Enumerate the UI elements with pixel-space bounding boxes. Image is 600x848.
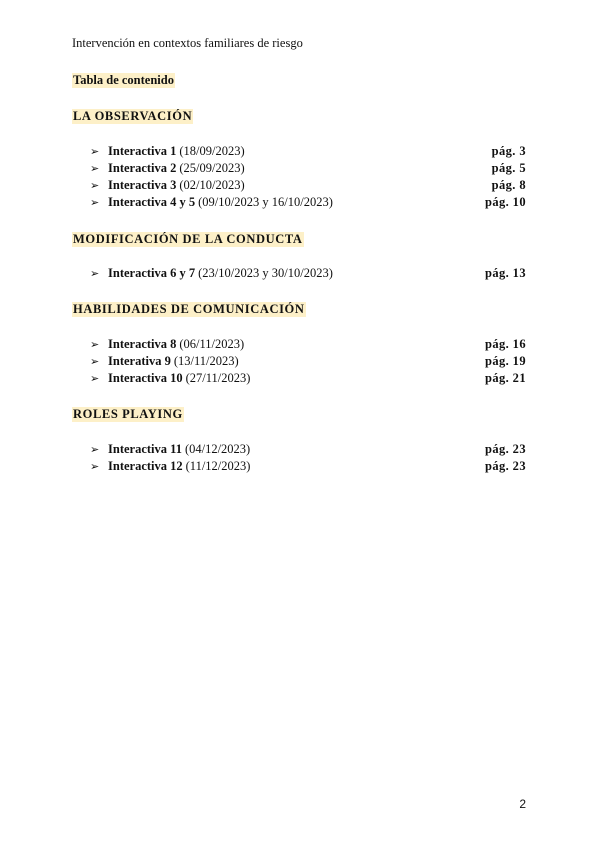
arrow-bullet-icon: ➢ [90, 338, 100, 351]
section-heading-roles[interactable]: ROLES PLAYING [73, 407, 183, 421]
section-entries-habilidades [90, 336, 526, 387]
arrow-bullet-icon: ➢ [90, 267, 100, 280]
toc-entry[interactable] [90, 160, 526, 177]
arrow-bullet-icon: ➢ [90, 145, 100, 158]
entry-name: Interactiva 10 [108, 371, 183, 385]
arrow-bullet-icon: ➢ [90, 162, 100, 175]
arrow-bullet-icon: ➢ [90, 355, 100, 368]
toc-entry[interactable] [90, 336, 526, 353]
entry-page-ref[interactable]: pág. 23 [484, 459, 526, 473]
entry-page-ref[interactable]: pág. 16 [484, 337, 526, 351]
entry-page-ref[interactable]: pág. 8 [491, 178, 526, 192]
arrow-bullet-icon: ➢ [90, 372, 100, 385]
entry-name: Interactiva 3 [108, 178, 177, 192]
page-header: Intervención en contextos familiares de riesgo [72, 36, 303, 50]
entry-page-ref[interactable]: pág. 21 [484, 371, 526, 385]
entry-page-ref[interactable]: pág. 19 [484, 354, 526, 368]
entry-name: Interactiva 11 [108, 442, 182, 456]
toc-entry[interactable] [90, 265, 526, 282]
entry-date: (27/11/2023) [185, 371, 251, 385]
entry-date: (06/11/2023) [179, 337, 245, 351]
entry-page-ref[interactable]: pág. 10 [484, 195, 526, 209]
arrow-bullet-icon: ➢ [90, 460, 100, 473]
entry-date: (09/10/2023 y 16/10/2023) [198, 195, 333, 209]
entry-name: Interactiva 6 y 7 [108, 266, 196, 280]
toc-entry[interactable] [90, 370, 526, 387]
arrow-bullet-icon: ➢ [90, 179, 100, 192]
entry-page-ref[interactable]: pág. 5 [491, 161, 526, 175]
section-entries-observacion [90, 143, 526, 211]
section-entries-roles [90, 441, 526, 475]
entry-name: Interactiva 12 [108, 459, 183, 473]
entry-page-ref[interactable]: pág. 13 [484, 266, 526, 280]
section-heading-habilidades[interactable]: HABILIDADES DE COMUNICACIÓN [73, 302, 305, 316]
section-heading-modificacion[interactable]: MODIFICACIÓN DE LA CONDUCTA [73, 232, 303, 246]
entry-page-ref[interactable]: pág. 3 [491, 144, 526, 158]
section-heading-observacion[interactable]: LA OBSERVACIÓN [73, 109, 193, 123]
entry-date: (25/09/2023) [179, 161, 245, 175]
entry-date: (04/12/2023) [184, 442, 251, 456]
toc-entry[interactable] [90, 177, 526, 194]
entry-date: (13/11/2023) [173, 354, 239, 368]
toc-title: Tabla de contenido [73, 73, 174, 87]
entry-name: Interativa 9 [108, 354, 171, 368]
entry-name: Interactiva 2 [108, 161, 177, 175]
section-entries-modificacion [90, 265, 526, 282]
arrow-bullet-icon: ➢ [90, 196, 100, 209]
toc-entry[interactable] [90, 143, 526, 160]
entry-date: (18/09/2023) [179, 144, 245, 158]
entry-date: (02/10/2023) [179, 178, 245, 192]
entry-page-ref[interactable]: pág. 23 [484, 442, 526, 456]
toc-entry[interactable] [90, 441, 526, 458]
toc-entry[interactable] [90, 353, 526, 370]
entry-date: (11/12/2023) [185, 459, 251, 473]
toc-entry[interactable] [90, 194, 526, 211]
entry-date: (23/10/2023 y 30/10/2023) [198, 266, 333, 280]
arrow-bullet-icon: ➢ [90, 443, 100, 456]
entry-name: Interactiva 1 [108, 144, 177, 158]
entry-name: Interactiva 4 y 5 [108, 195, 196, 209]
toc-entry[interactable] [90, 458, 526, 475]
entry-name: Interactiva 8 [108, 337, 177, 351]
page-number: 2 [519, 797, 526, 811]
